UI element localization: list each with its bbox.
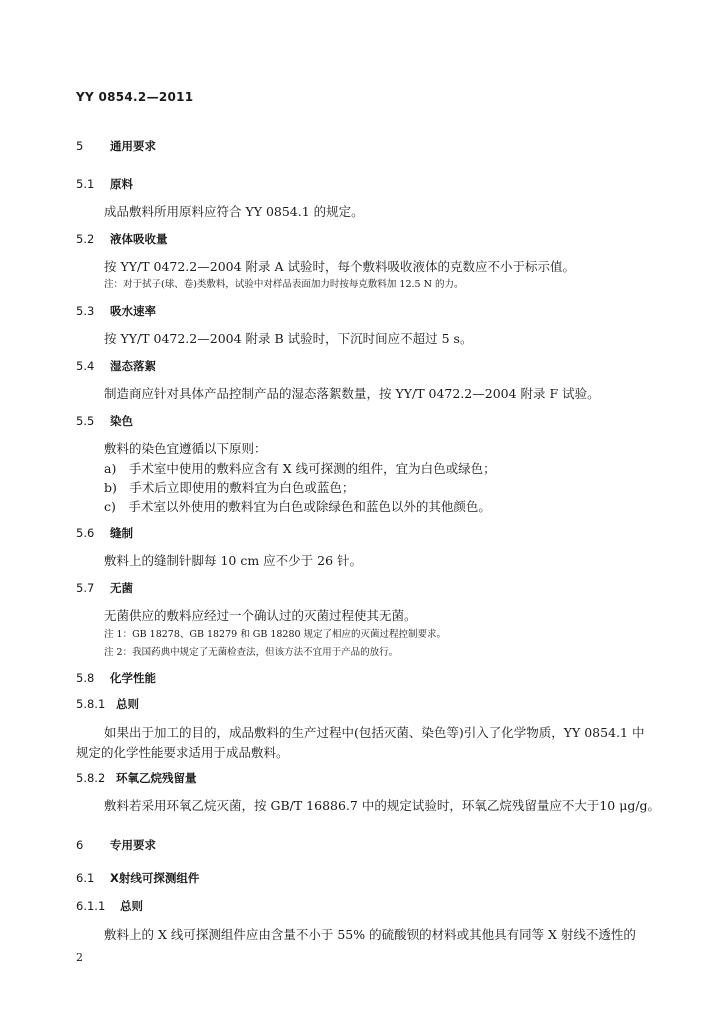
paragraph: 按 YY/T 0472.2—2004 附录 B 试验时，下沉时间应不超过 5 s。: [104, 331, 473, 346]
section-number: 5.7: [76, 581, 95, 595]
section-title: 缝制: [110, 526, 133, 540]
section-heading-5-1: [76, 179, 133, 191]
section-heading-5-8-2: [76, 773, 197, 785]
paragraph: 敷料上的缝制针脚每 10 cm 应不少于 26 针。: [104, 553, 363, 568]
section-title: 通用要求: [110, 139, 156, 153]
paragraph-continuation: 规定的化学性能要求适用于成品敷料。: [76, 745, 289, 760]
paragraph: 敷料的染色宜遵循以下原则：: [104, 441, 267, 456]
note: 注 1：GB 18278、GB 18279 和 GB 18280 规定了相应的灭菌过程控制要求。: [104, 629, 447, 640]
section-title: 原料: [110, 177, 133, 191]
section-heading-6-1-1: [76, 901, 143, 913]
section-heading-5-4: [76, 361, 156, 373]
section-number: 6.1: [76, 871, 95, 885]
section-title: 无菌: [110, 581, 133, 595]
section-number: 5.5: [76, 414, 95, 428]
section-title: 吸水速率: [110, 304, 156, 318]
section-heading-5-5: [76, 416, 133, 428]
section-heading-5-3: [76, 306, 156, 318]
list-item-a: a) 手术室中使用的敷料应含有 X 线可探测的组件，宜为白色或绿色；: [104, 461, 496, 476]
section-heading-5: [76, 141, 156, 153]
paragraph: 敷料上的 X 线可探测组件应由含量不小于 55% 的硫酸钡的材料或其他具有同等 X 射线不透性的: [104, 927, 636, 942]
section-number: 5: [76, 139, 84, 153]
section-title: 总则: [120, 899, 143, 913]
section-title: X射线可探测组件: [110, 871, 200, 885]
section-number: 5.2: [76, 232, 95, 246]
paragraph: 如果出于加工的目的，成品敷料的生产过程中(包括灭菌、染色等)引入了化学物质，YY 0854.1 中: [104, 725, 645, 740]
section-number: 5.6: [76, 526, 95, 540]
document-header: YY 0854.2—2011: [76, 90, 194, 104]
paragraph: 制造商应针对具体产品控制产品的湿态落絮数量，按 YY/T 0472.2—2004 附录 F 试验。: [104, 386, 600, 401]
section-number: 5.4: [76, 359, 95, 373]
section-title: 环氧乙烷残留量: [116, 771, 197, 785]
section-number: 5.3: [76, 304, 95, 318]
section-heading-5-8: [76, 673, 156, 685]
section-heading-5-7: [76, 583, 133, 595]
section-title: 专用要求: [110, 838, 156, 852]
paragraph: 无菌供应的敷料应经过一个确认过的灭菌过程使其无菌。: [104, 608, 417, 623]
section-number: 6.1.1: [76, 899, 106, 913]
page-number: 2: [76, 951, 83, 964]
section-heading-6-1: [76, 873, 199, 885]
section-heading-5-8-1: [76, 699, 139, 711]
section-number: 5.1: [76, 177, 95, 191]
paragraph: 成品敷料所用原料应符合 YY 0854.1 的规定。: [104, 204, 364, 219]
section-number: 6: [76, 838, 84, 852]
section-heading-5-6: [76, 528, 133, 540]
section-heading-5-2: [76, 234, 168, 246]
note: 注 2：我国药典中规定了无菌检查法，但该方法不宜用于产品的放行。: [104, 647, 399, 658]
section-number: 5.8.2: [76, 771, 106, 785]
section-number: 5.8: [76, 671, 95, 685]
section-title: 染色: [110, 414, 133, 428]
paragraph: 按 YY/T 0472.2—2004 附录 A 试验时，每个敷料吸收液体的克数应不小于标示值。: [104, 259, 575, 274]
section-title: 总则: [116, 697, 139, 711]
section-title: 液体吸收量: [110, 232, 168, 246]
section-title: 化学性能: [110, 671, 156, 685]
section-heading-6: [76, 840, 156, 852]
list-item-c: c) 手术室以外使用的敷料宜为白色或除绿色和蓝色以外的其他颜色。: [104, 499, 491, 514]
note: 注：对于拭子(球、卷)类敷料，试验中对样品表面加力时按每克敷料加 12.5 N 的力。: [104, 279, 464, 290]
section-title: 湿态落絮: [110, 359, 156, 373]
section-number: 5.8.1: [76, 697, 106, 711]
paragraph: 敷料若采用环氧乙烷灭菌，按 GB/T 16886.7 中的规定试验时，环氧乙烷残留量应不大于10 μg/g。: [104, 798, 661, 813]
list-item-b: b) 手术后立即使用的敷料宜为白色或蓝色；: [104, 480, 355, 495]
